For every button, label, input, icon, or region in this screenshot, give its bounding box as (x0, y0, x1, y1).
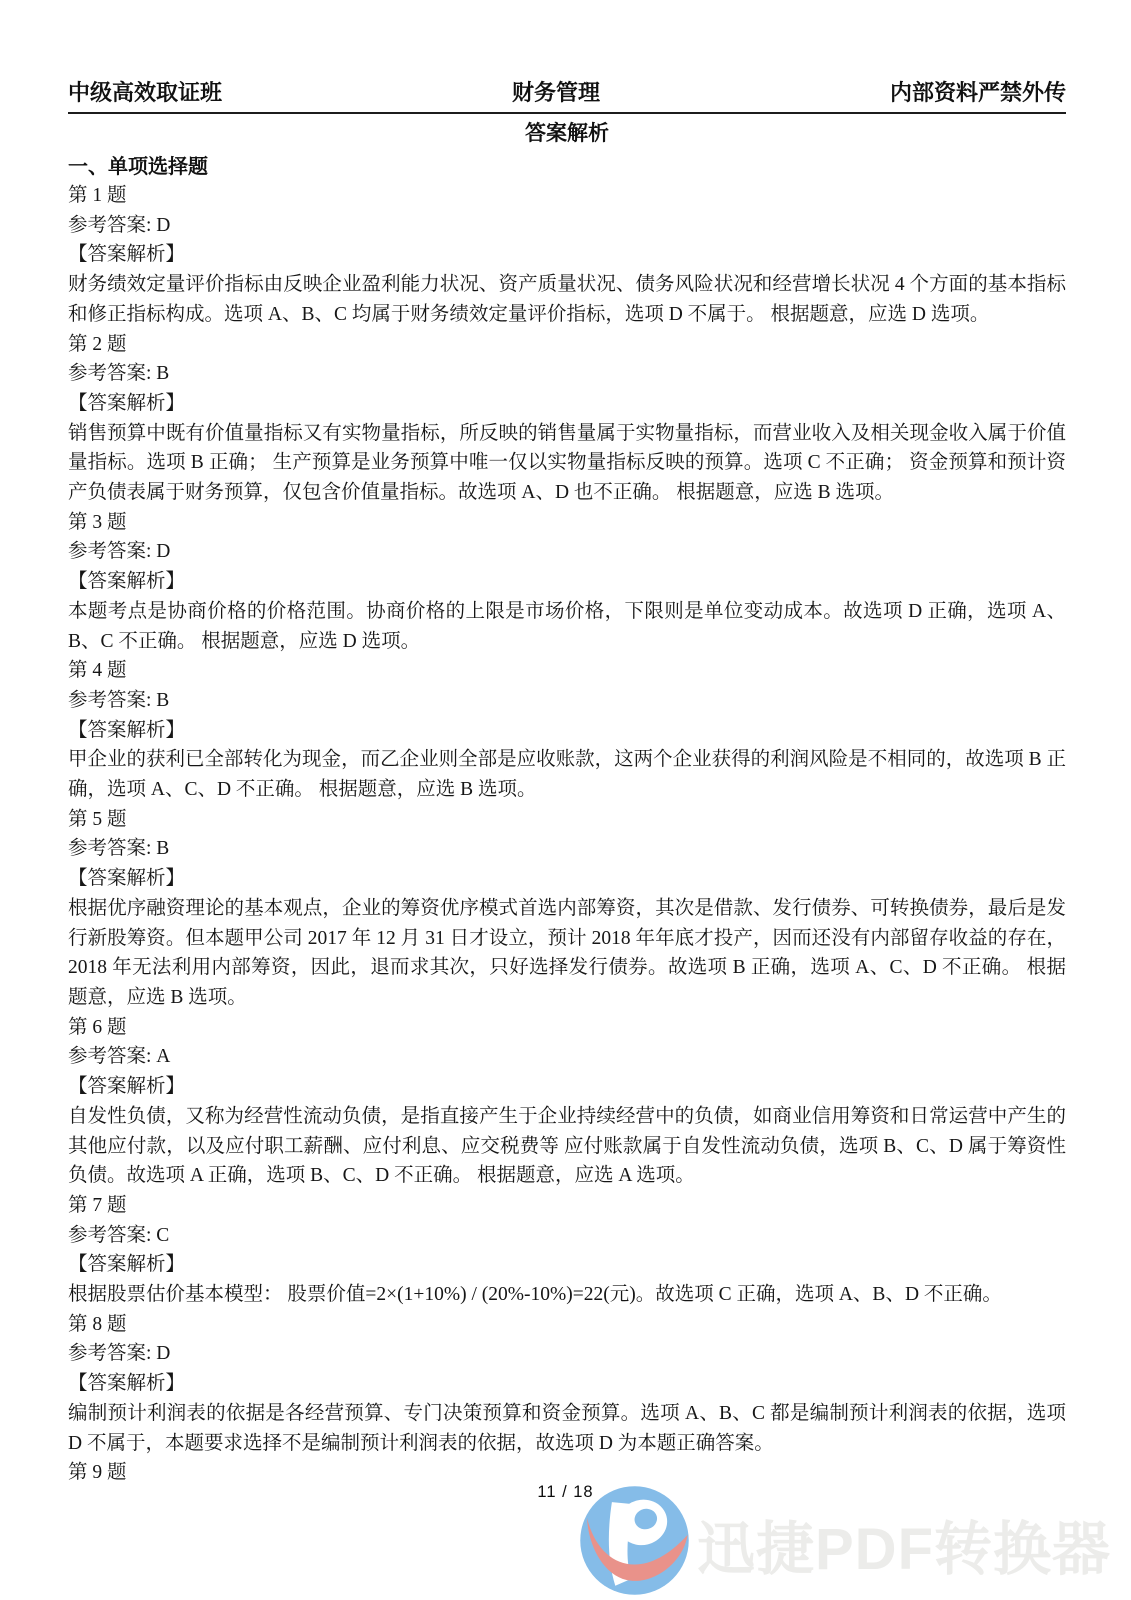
answer-analysis-label: 【答案解析】 (68, 392, 186, 414)
watermark-text: 迅捷PDF转换器 (697, 1516, 1112, 1582)
page-number: 11 / 18 (537, 1483, 594, 1501)
answer-analysis-label: 【答案解析】 (68, 571, 186, 593)
answer-analysis-label: 【答案解析】 (68, 719, 186, 741)
questions-list (68, 181, 1071, 1488)
question-answer: 参考答案: B (68, 363, 170, 385)
question-number: 第 4 题 (68, 660, 127, 682)
question-answer: 参考答案: B (68, 838, 170, 860)
question-analysis: 编制预计利润表的依据是各经营预算、专门决策预算和资金预算。选项 A、B、C 都是编制预计利润表的依据，选项 D 不属于，本题要求选择不是编制预计利润表的依据，故选项 D 为本题正确答案。 (68, 1402, 1071, 1454)
question-answer: 参考答案: D (68, 214, 171, 236)
question-number: 第 5 题 (68, 808, 127, 830)
answer-analysis-label: 【答案解析】 (68, 244, 186, 266)
question-number: 第 1 题 (68, 185, 127, 206)
answer-analysis-label: 【答案解析】 (68, 1076, 186, 1098)
header-confidential-notice: 内部资料严禁外传 (889, 80, 1066, 105)
answer-analysis-label: 【答案解析】 (68, 1373, 186, 1395)
question-analysis: 根据优序融资理论的基本观点，企业的筹资优序模式首选内部筹资，其次是借款、发行债券、可转换债券，最后是发行新股筹资。但本题甲公司 2017 年 12 月 31 日才设立，预计 2018 年年底才投产，因而还没有内部留存收益的存在，2018 年无法利用内部筹资，因此，退而求其次，只好选择发行债券。故选项 B 正确，选项 A、C、D 不正确。 根据题意，应选 B 选项。 (68, 897, 1066, 1008)
question-answer: 参考答案: A (68, 1046, 171, 1068)
question-number: 第 3 题 (68, 511, 127, 533)
page-title: 答案解析 (525, 122, 609, 145)
answer-analysis-label: 【答案解析】 (68, 868, 186, 890)
question-number: 第 7 题 (68, 1194, 127, 1216)
question-answer: 参考答案: C (68, 1224, 170, 1246)
question-number: 第 8 题 (68, 1313, 127, 1335)
question-answer: 参考答案: D (68, 1343, 171, 1365)
header-course-name: 中级高效取证班 (68, 80, 223, 105)
question-number: 第 6 题 (68, 1016, 127, 1038)
question-analysis: 财务绩效定量评价指标由反映企业盈利能力状况、资产质量状况、债务风险状况和经营增长状况 4 个方面的基本指标和修正指标构成。选项 A、B、C 均属于财务绩效定量评价指标，选项 D 不属于。 根据题意，应选 D 选项。 (68, 274, 1066, 325)
page-header (68, 0, 1066, 114)
section-heading: 一、单项选择题 (68, 156, 208, 178)
page-content (68, 0, 1071, 1488)
question-answer: 参考答案: B (68, 689, 170, 711)
question-analysis: 自发性负债，又称为经营性流动负债，是指直接产生于企业持续经营中的负债，如商业信用筹资和日常运营中产生的其他应付款，以及应付职工薪酬、应付利息、应交税费等 应付账款属于自发性流动负债，选项 B、C、D 属于筹资性负债。故选项 A 正确，选项 B、C、D 不正确。 根据题意，应选 A 选项。 (68, 1105, 1066, 1187)
question-number: 第 9 题 (68, 1462, 127, 1484)
header-subject-name: 财务管理 (511, 80, 600, 105)
question-analysis: 销售预算中既有价值量指标又有实物量指标，所反映的销售量属于实物量指标，而营业收入及相关现金收入属于价值量指标。选项 B 正确； 生产预算是业务预算中唯一仅以实物量指标反映的预算。选项 C 不正确； 资金预算和预计资产负债表属于财务预算，仅包含价值量指标。故选项 A、D 也不正确。 根据题意，应选 B 选项。 (68, 422, 1066, 504)
question-number: 第 2 题 (68, 333, 127, 355)
question-answer: 参考答案: D (68, 541, 171, 563)
question-analysis: 甲企业的获利已全部转化为现金，而乙企业则全部是应收账款，这两个企业获得的利润风险是不相同的，故选项 B 正确，选项 A、C、D 不正确。 根据题意，应选 B 选项。 (68, 749, 1066, 801)
answer-analysis-label: 【答案解析】 (68, 1254, 186, 1276)
question-analysis: 根据股票估价基本模型： 股票价值=2×(1+10%) / (20%-10%)=22(元)。故选项 C 正确，选项 A、B、D 不正确。 (68, 1284, 1002, 1306)
question-analysis: 本题考点是协商价格的价格范围。协商价格的上限是市场价格，下限则是单位变动成本。故选项 D 正确，选项 A、B、C 不正确。 根据题意，应选 D 选项。 (68, 600, 1066, 652)
